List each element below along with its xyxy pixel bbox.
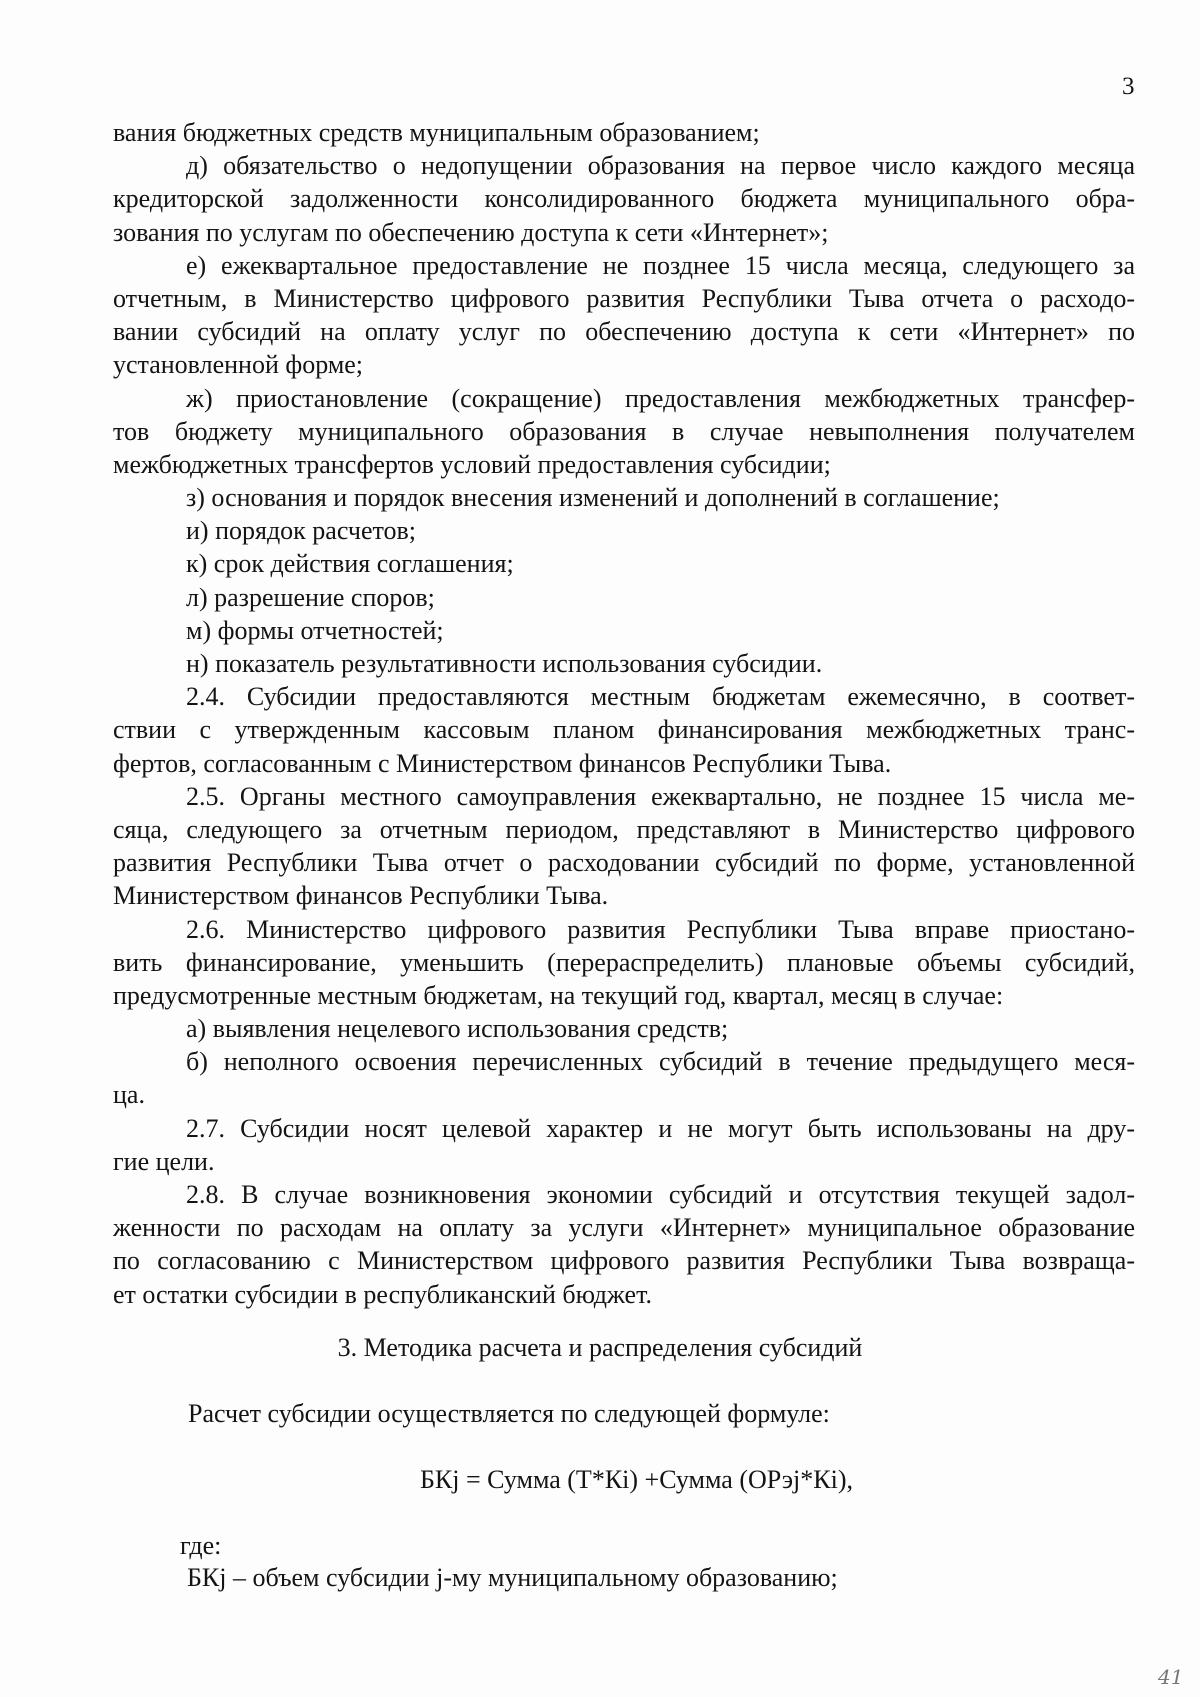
text-line: 2.8. В случае возникновения экономии субсидий и отсутствия текущей задол- <box>186 1180 1135 1209</box>
text-line: межбюджетных трансфертов условий предоставления субсидии; <box>113 449 831 479</box>
formula: БКj = Сумма (Т*Кi) +Сумма (ОРэj*Кi), <box>420 1465 853 1494</box>
text-line: вании субсидий на оплату услуг по обеспечению доступа к сети «Интернет» по <box>113 317 1135 347</box>
text-line: тов бюджету муниципального образования в случае невыполнения получателем <box>113 416 1135 446</box>
text-line: предусмотренные местным бюджетам, на текущий год, квартал, месяц в случае: <box>113 980 1004 1010</box>
text-line: е) ежеквартальное предоставление не позднее 15 числа месяца, следующего за <box>186 250 1135 280</box>
handwritten-page-mark: 41 <box>1158 1665 1184 1689</box>
text-line: з) основания и порядок внесения изменений и дополнений в соглашение; <box>186 483 1000 513</box>
text-line: б) неполного освоения перечисленных субсидий в течение предыдущего меся- <box>186 1047 1135 1077</box>
text-line: отчетным, в Министерство цифрового развития Республики Тыва отчета о расходо- <box>113 283 1135 313</box>
text-line: Министерством финансов Республики Тыва. <box>113 881 609 911</box>
section-heading: 3. Методика расчета и распределения субсидий <box>337 1333 863 1362</box>
text-line: 2.6. Министерство цифрового развития Республики Тыва вправе приостано- <box>186 914 1135 944</box>
text-line: а) выявления нецелевого использования средств; <box>186 1014 729 1044</box>
text-line: по согласованию с Министерством цифрового развития Республики Тыва возвраща- <box>113 1246 1135 1276</box>
text-line: сяца, следующего за отчетным периодом, представляют в Министерство цифрового <box>113 814 1135 844</box>
text-line: ж) приостановление (сокращение) предоставления межбюджетных трансфер- <box>186 383 1135 413</box>
text-line: установленной форме; <box>113 350 364 380</box>
text-line: фертов, согласованным с Министерством финансов Республики Тыва. <box>113 748 892 778</box>
text-line: ствии с утвержденным кассовым планом финансирования межбюджетных транс- <box>113 715 1135 745</box>
page-number: 3 <box>1122 73 1135 100</box>
text-line: женности по расходам на оплату за услуги «Интернет» муниципальное образование <box>113 1213 1135 1243</box>
body-text <box>113 116 1135 1311</box>
text-line: вить финансирование, уменьшить (перераспределить) плановые объемы субсидий, <box>113 947 1135 977</box>
text-line: и) порядок расчетов; <box>186 516 417 546</box>
text-line: н) показатель результативности использования субсидии. <box>186 649 823 678</box>
text-line: д) обязательство о недопущении образования на первое число каждого месяца <box>186 151 1135 181</box>
text-line: 2.5. Органы местного самоуправления ежеквартально, не позднее 15 числа ме- <box>186 781 1135 811</box>
text-line: 2.4. Субсидии предоставляются местным бюджетам ежемесячно, в соответ- <box>186 682 1135 712</box>
text-line: 2.7. Субсидии носят целевой характер и не могут быть использованы на дру- <box>186 1113 1135 1143</box>
formula-definition: БКj – объем субсидии j-му муниципальному образованию; <box>187 1563 838 1592</box>
text-line: ет остатки субсидии в республиканский бюджет. <box>113 1279 653 1309</box>
text-line: гие цели. <box>113 1146 215 1176</box>
text-line: зования по услугам по обеспечению доступа к сети «Интернет»; <box>113 217 829 247</box>
text-line: л) разрешение споров; <box>186 582 435 612</box>
text-line: к) срок действия соглашения; <box>186 549 514 579</box>
text-line: ца. <box>113 1080 145 1110</box>
text-line: развития Республики Тыва отчет о расходовании субсидий по форме, установленной <box>113 848 1135 878</box>
where-label: где: <box>180 1531 222 1560</box>
formula-intro: Расчет субсидии осуществляется по следующей формуле: <box>188 1399 830 1428</box>
text-line: вания бюджетных средств муниципальным образованием; <box>113 118 760 147</box>
text-line: кредиторской задолженности консолидированного бюджета муниципального обра- <box>113 184 1135 214</box>
text-line: м) формы отчетностей; <box>186 615 444 645</box>
